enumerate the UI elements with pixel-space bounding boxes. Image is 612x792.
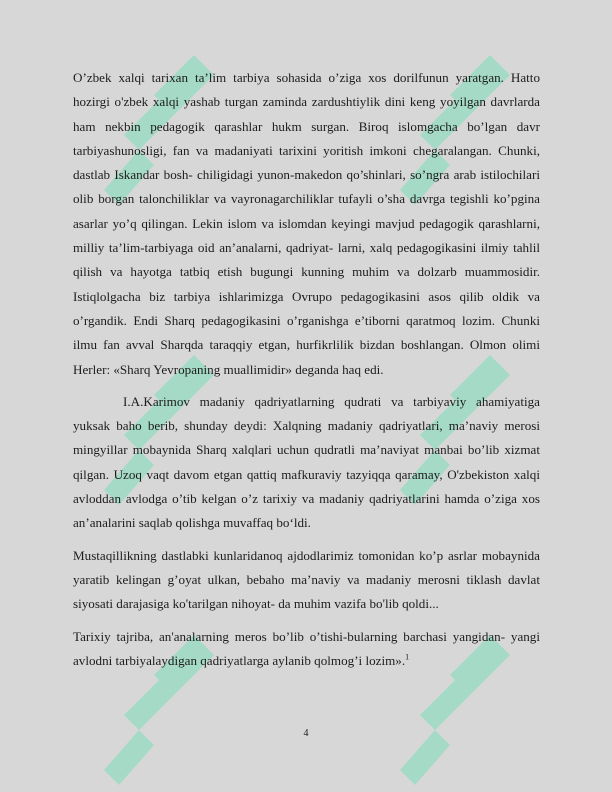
document-body — [73, 66, 540, 681]
paragraph-1: O’zbek xalqi tarixan ta’lim tarbiya sohasida o’ziga xos dorilfunun yaratgan. Hatto hozirgi o'zbek xalqi yashab turgan zaminda zardushtiylik dini keng yoyilgan davrlarda ham nekbin pedagogik qarashlar hukm surgan. Biroq islomgacha bo’lgan davr tarbiyashunosligi, fan va madaniyati tarixini yoritish imkoni chegaralangan. Chunki, dastlab Iskandar bosh- chiligidagi yunon-makedon qo’shinlari, so’ngra arab istilochilari olib borgan talonchiliklar va vayronagarchiliklar tufayli o’sha davrga tegishli ko’pgina asarlar yo’q qilingan. Lekin islom va islomdan keyingi mavjud pedagogik qarashlarni, milliy ta’lim-tarbiyaga oid an’analarni, qadriyat- larni, xalq pedagogikasini ilmiy tahlil qilish va hayotga tatbiq etish bugungi kunning muhim va dolzarb muammosidir. Istiqlolgacha biz tarbiya ishlarimizga Ovrupo pedagogikasini asos qilib oldik va o’rgandik. Endi Sharq pedagogikasini o’rganishga e’tiborni qaratmoq lozim. Chunki ilmu fan avval Sharqda taraqqiy etgan, hurfikrlilik bizdan boshlangan. Olmon olimi Herler: «Sharq Yevropaning muallimidir» deganda haq edi. — [73, 70, 540, 377]
paragraph-2: I.A.Karimov madaniy qadriyatlarning qudrati va tarbiyaviy ahamiyatiga yuksak baho berib, shunday deydi: Xalqning madaniy qadriyatlari, ma’naviy merosi mingyillar mobaynida Sharq xalqlari uchun qudratli ma’naviyat manbai bo’lib xizmat qilgan. Uzoq vaqt davom etgan qattiq mafkuraviy tazyiqqa qaramay, O'zbekiston xalqi avloddan avlodga o’tib kelgan o’z tarixiy va madaniy qadriyatlarini hamda o’ziga xos an’analarini saqlab qolishga muvaffaq bo‘ldi. — [73, 393, 540, 531]
page-number: 4 — [303, 728, 309, 739]
paragraph-3: Mustaqillikning dastlabki kunlaridanoq ajdodlarimiz tomonidan ko’p asrlar mobaynida yaratib kelingan g’oyat ulkan, bebaho ma’naviy va madaniy merosni tiklash davlat siyosati darajasiga ko'tarilgan nihoyat- da muhim vazifa bo'lib qoldi... — [73, 547, 540, 612]
footnote-marker[interactable]: 1 — [405, 652, 410, 662]
paragraph-4 — [73, 625, 540, 674]
paragraph-4-text: Tarixiy tajriba, an'analarning meros bo’lib o’tishi-bularning barchasi yangidan- yangi avlodni tarbiyalaydigan qadriyatlarga aylanib qolmog’i lozim». — [73, 628, 540, 668]
